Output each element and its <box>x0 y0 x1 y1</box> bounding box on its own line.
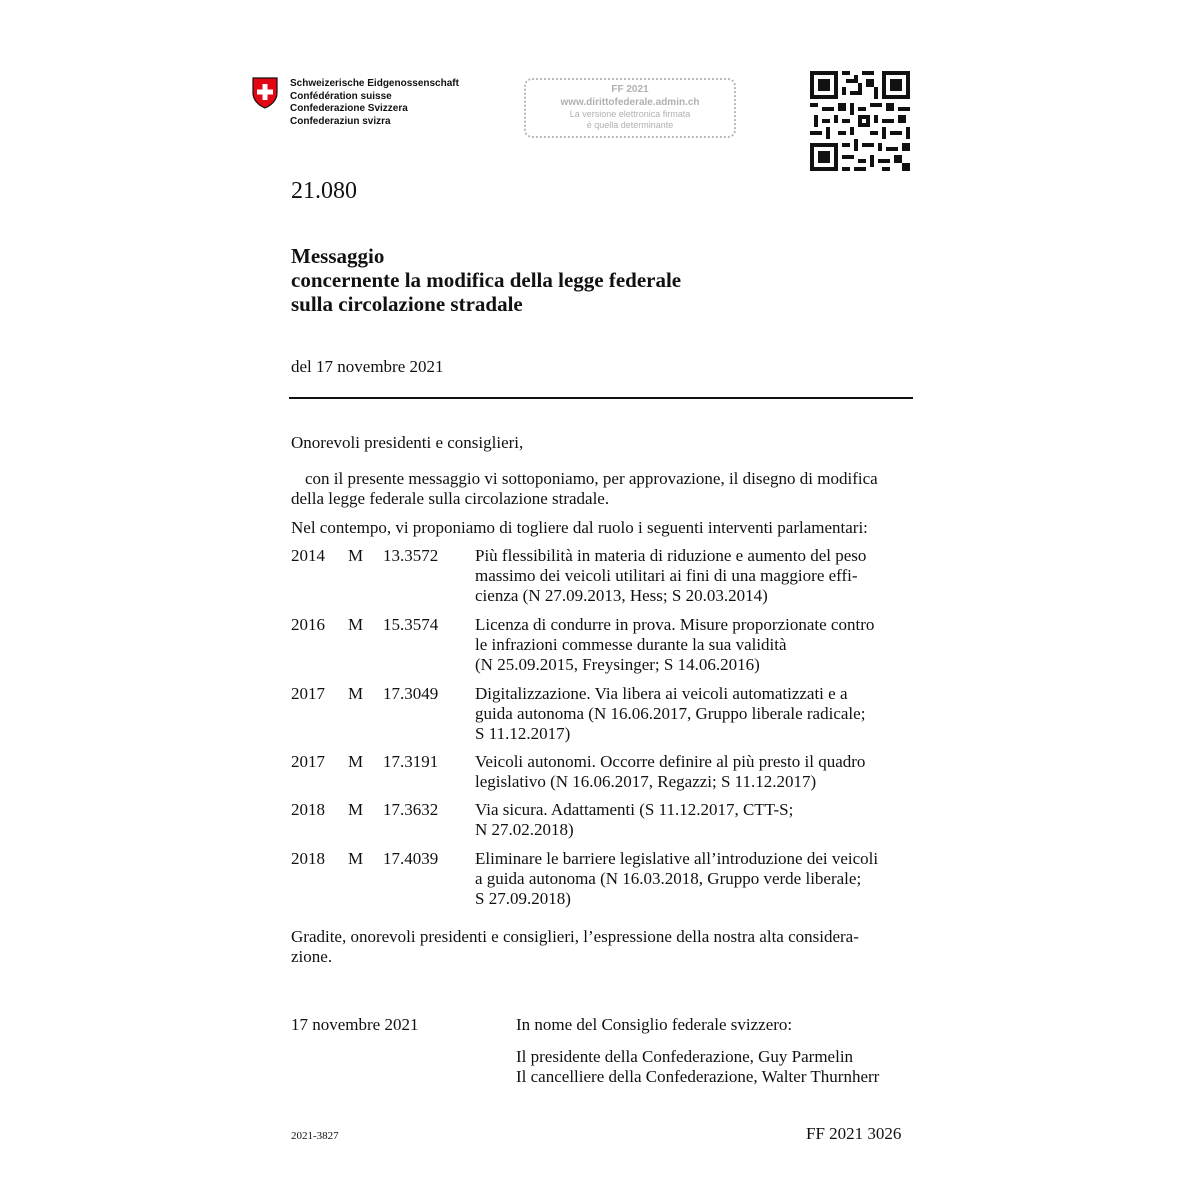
intervention-number: 13.3572 <box>383 546 439 565</box>
intervention-number: 17.4039 <box>383 849 439 868</box>
intervention-text-line: legislativo (N 16.06.2017, Regazzi; S 11.12.2017) <box>475 772 817 791</box>
intro-paragraph-2: Nel contempo, vi proponiamo di togliere dal ruolo i seguenti interventi parlamentari: <box>291 518 868 537</box>
closing-paragraph <box>291 927 913 967</box>
chancellor-line: Il cancelliere della Confederazione, Walter Thurnherr <box>516 1067 880 1086</box>
intervention-type: M <box>348 615 364 634</box>
on-behalf-line: In nome del Consiglio federale svizzero: <box>516 1015 793 1034</box>
title-divider <box>289 397 913 399</box>
intervention-text-line: Più flessibilità in materia di riduzione e aumento del peso <box>475 546 867 565</box>
intervention-type: M <box>348 800 364 819</box>
intervention-text-line: cienza (N 27.09.2013, Hess; S 20.03.2014) <box>475 586 768 605</box>
intervention-text-line: Licenza di condurre in prova. Misure proporzionate contro <box>475 615 875 634</box>
intervention-type: M <box>348 849 364 868</box>
title-line-2: concernente la modifica della legge federale <box>291 268 682 292</box>
agency-line-it: Confederazione Svizzera <box>290 103 408 114</box>
agency-line-rm: Confederaziun svizra <box>290 115 391 127</box>
intervention-year: 2014 <box>291 546 325 565</box>
intervention-number: 17.3049 <box>383 684 439 703</box>
footer-page-ref: FF 2021 3026 <box>806 1124 902 1143</box>
intervention-text-line: S 27.09.2018) <box>475 889 571 908</box>
intervention-year: 2016 <box>291 615 325 634</box>
qr-code-icon <box>810 71 910 171</box>
intervention-type: M <box>348 752 364 771</box>
title-line-1: Messaggio <box>291 244 385 268</box>
intervention-year: 2017 <box>291 684 325 703</box>
footer-reference: 2021-3827 <box>291 1130 339 1142</box>
intervention-year: 2018 <box>291 800 325 819</box>
intervention-number: 15.3574 <box>383 615 439 634</box>
intervention-year: 2017 <box>291 752 325 771</box>
stamp-line-3: La versione elettronica firmata <box>569 109 691 119</box>
salutation: Onorevoli presidenti e consiglieri, <box>291 433 524 452</box>
intervention-number: 17.3632 <box>383 800 439 819</box>
signature-block <box>516 1015 879 1087</box>
intervention-year: 2018 <box>291 849 325 868</box>
electronic-version-stamp <box>524 78 736 138</box>
agency-line-fr: Confédération suisse <box>290 90 392 102</box>
message-date: del 17 novembre 2021 <box>291 357 444 376</box>
stamp-line-2: www.dirittofederale.admin.ch <box>560 97 700 108</box>
closing-line-2: zione. <box>291 947 333 966</box>
title-line-3: sulla circolazione stradale <box>291 292 523 316</box>
intervention-text-line: Eliminare le barriere legislative all’introduzione dei veicoli <box>475 849 879 868</box>
signature-date: 17 novembre 2021 <box>291 1015 419 1034</box>
page-title <box>291 244 681 316</box>
stamp-line-1: FF 2021 <box>611 84 649 95</box>
intervention-text-line: Digitalizzazione. Via libera ai veicoli automatizzati e a <box>475 684 848 703</box>
intervention-text <box>475 684 915 744</box>
intervention-text-line: guida autonoma (N 16.06.2017, Gruppo liberale radicale; <box>475 704 866 723</box>
intervention-text <box>475 752 915 792</box>
intervention-text-line: S 11.12.2017) <box>475 724 571 743</box>
document-number: 21.080 <box>291 178 357 204</box>
intervention-text <box>475 849 915 909</box>
intervention-text-line: le infrazioni commesse durante la sua validità <box>475 635 787 654</box>
stamp-line-4: è quella determinante <box>586 120 674 130</box>
swiss-cross-icon <box>252 77 278 109</box>
intervention-text <box>475 615 915 675</box>
intro-paragraph-1: con il presente messaggio vi sottoponiamo, per approvazione, il disegno di modifica della legge federale sulla circolazione stradale. <box>291 469 878 508</box>
intervention-type: M <box>348 684 364 703</box>
intervention-text-line: (N 25.09.2015, Freysinger; S 14.06.2016) <box>475 655 760 674</box>
intervention-text-line: massimo dei veicoli utilitari ai fini di una maggiore effi- <box>475 566 858 585</box>
intervention-text-line: N 27.02.2018) <box>475 820 574 839</box>
intervention-text-line: a guida autonoma (N 16.03.2018, Gruppo verde liberale; <box>475 869 862 888</box>
intervention-text-line: Veicoli autonomi. Occorre definire al più presto il quadro <box>475 752 866 771</box>
agency-name <box>290 78 459 128</box>
agency-line-de: Schweizerische Eidgenossenschaft <box>290 78 459 89</box>
intervention-type: M <box>348 546 364 565</box>
intervention-number: 17.3191 <box>383 752 439 771</box>
intervention-text <box>475 800 915 840</box>
president-line: Il presidente della Confederazione, Guy Parmelin <box>516 1047 854 1066</box>
intervention-text <box>475 546 915 606</box>
closing-line-1: Gradite, onorevoli presidenti e consiglieri, l’espressione della nostra alta considera- <box>291 927 859 946</box>
intervention-text-line: Via sicura. Adattamenti (S 11.12.2017, CTT-S; <box>475 800 794 819</box>
